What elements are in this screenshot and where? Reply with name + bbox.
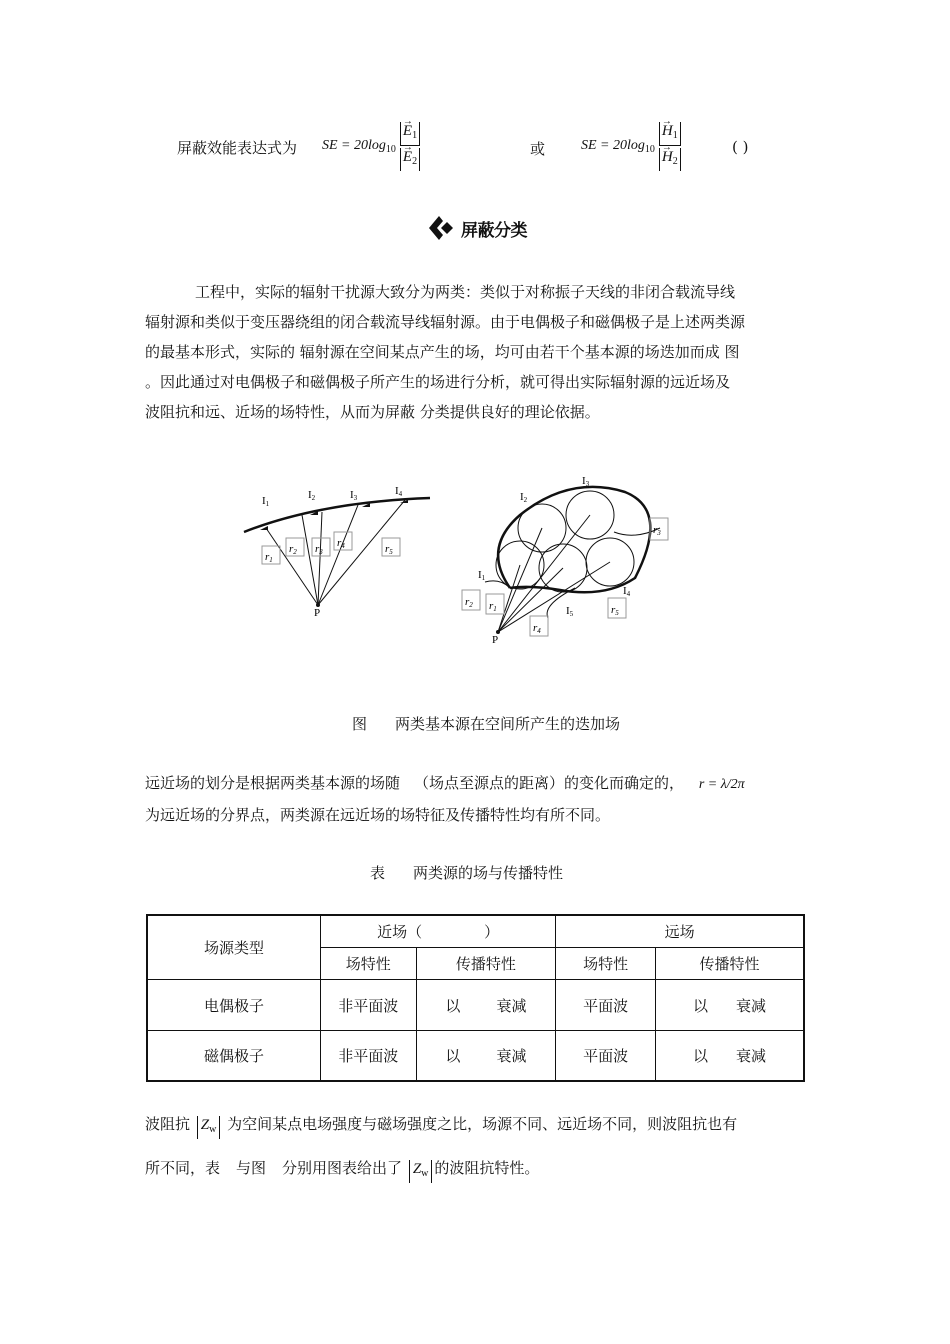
svg-text:I2: I2 [520,491,528,504]
zw-symbol: $Z_w$ [409,1160,433,1183]
paragraph-wave-impedance: 波阻抗 $Z_w$ 为空间某点电场强度与磁场强度之比，场源不同、远近场不同，则波阻抗也有 所不同，表 与图 分别用图表给出了 $Z_w$ 的波阻抗特性。 [145,1102,810,1190]
table-row: 磁偶极子 非平面波 以 衰减 平面波 以 衰减 [147,1030,804,1081]
formula-lead: 屏蔽效能表达式为 [177,139,298,157]
svg-text:r3: r3 [315,543,323,556]
subheader-far-field-char: 场特性 [556,947,656,979]
svg-text:I3: I3 [350,489,358,502]
section-heading [427,213,542,243]
or-word: 或 [530,140,546,158]
svg-text:r2: r2 [289,543,297,556]
svg-text:I2: I2 [308,489,316,502]
svg-text:I1: I1 [262,495,270,508]
subheader-far-propagation: 传播特性 [655,947,804,979]
section-title: 屏蔽分类 [461,220,527,241]
svg-text:r3: r3 [653,524,661,537]
svg-text:I3: I3 [582,475,590,488]
svg-text:I1: I1 [478,569,486,582]
se-formula-electric: SE = $20\log_{10}$ → $E_1$ → $E_2$ [322,118,420,174]
boundary-formula: r = λ/2π [698,777,745,792]
header-near-field: 近场（ ） [320,915,555,947]
svg-text:r1: r1 [265,551,273,564]
subheader-near-field-char: 场特性 [320,947,416,979]
table-caption: 表 两类源的场与传播特性 [370,864,564,882]
open-wire-diagram [244,485,430,619]
paragraph-radiation-sources: 工程中，实际的辐射干扰源大致分为两类：类似于对称振子天线的非闭合载流导线 辐射源和类似于变压器绕组的闭合载流导线辐射源。由于电偶极子和磁偶极子是上述两类源 的最基本形式，实际的 辐射源在空间某点产生的场，均可由若干个基本源的场迭加而成 图 。因此通过对电偶极子和磁偶极子所产生的场进行分析，就可得出实际辐射源的远近场及 波阻抗和远、近场的场特性，从而为屏蔽 分类提供良好的理论依据。 [145,283,746,421]
svg-text:I4: I4 [395,485,403,498]
paragraph-near-far: 远近场的划分是根据两类基本源的场随 （场点至源点的距离）的变化而确定的， r = λ/2π 为远近场的分界点，两类源在远近场的场特征及传播特性均有所不同。 [145,774,745,824]
equation-number: ( ) [732,138,749,156]
svg-text:r4: r4 [533,622,541,635]
header-far-field: 远场 [556,915,804,947]
subheader-near-propagation: 传播特性 [416,947,556,979]
figure-caption: 图 两类基本源在空间所产生的迭加场 [352,715,621,733]
svg-text:P: P [492,634,499,646]
svg-text:r5: r5 [611,604,619,617]
superposition-figure [230,470,680,650]
svg-text:P: P [314,607,321,619]
svg-text:I5: I5 [566,605,574,618]
header-source-type: 场源类型 [147,915,320,980]
svg-text:r1: r1 [489,600,497,613]
field-characteristics-table [146,914,805,1082]
closed-loop-diagram [462,475,668,646]
svg-text:I4: I4 [623,585,631,598]
svg-text:r2: r2 [465,596,473,609]
se-formula-magnetic: SE = $20\log_{10}$ → $H_1$ → $H_2$ [581,118,681,174]
zw-symbol: $Z_w$ [197,1116,221,1139]
table-row: 电偶极子 非平面波 以 衰减 平面波 以 衰减 [147,980,804,1031]
svg-text:r5: r5 [385,543,393,556]
svg-text:r4: r4 [337,537,345,550]
diamond-icon [427,214,455,242]
